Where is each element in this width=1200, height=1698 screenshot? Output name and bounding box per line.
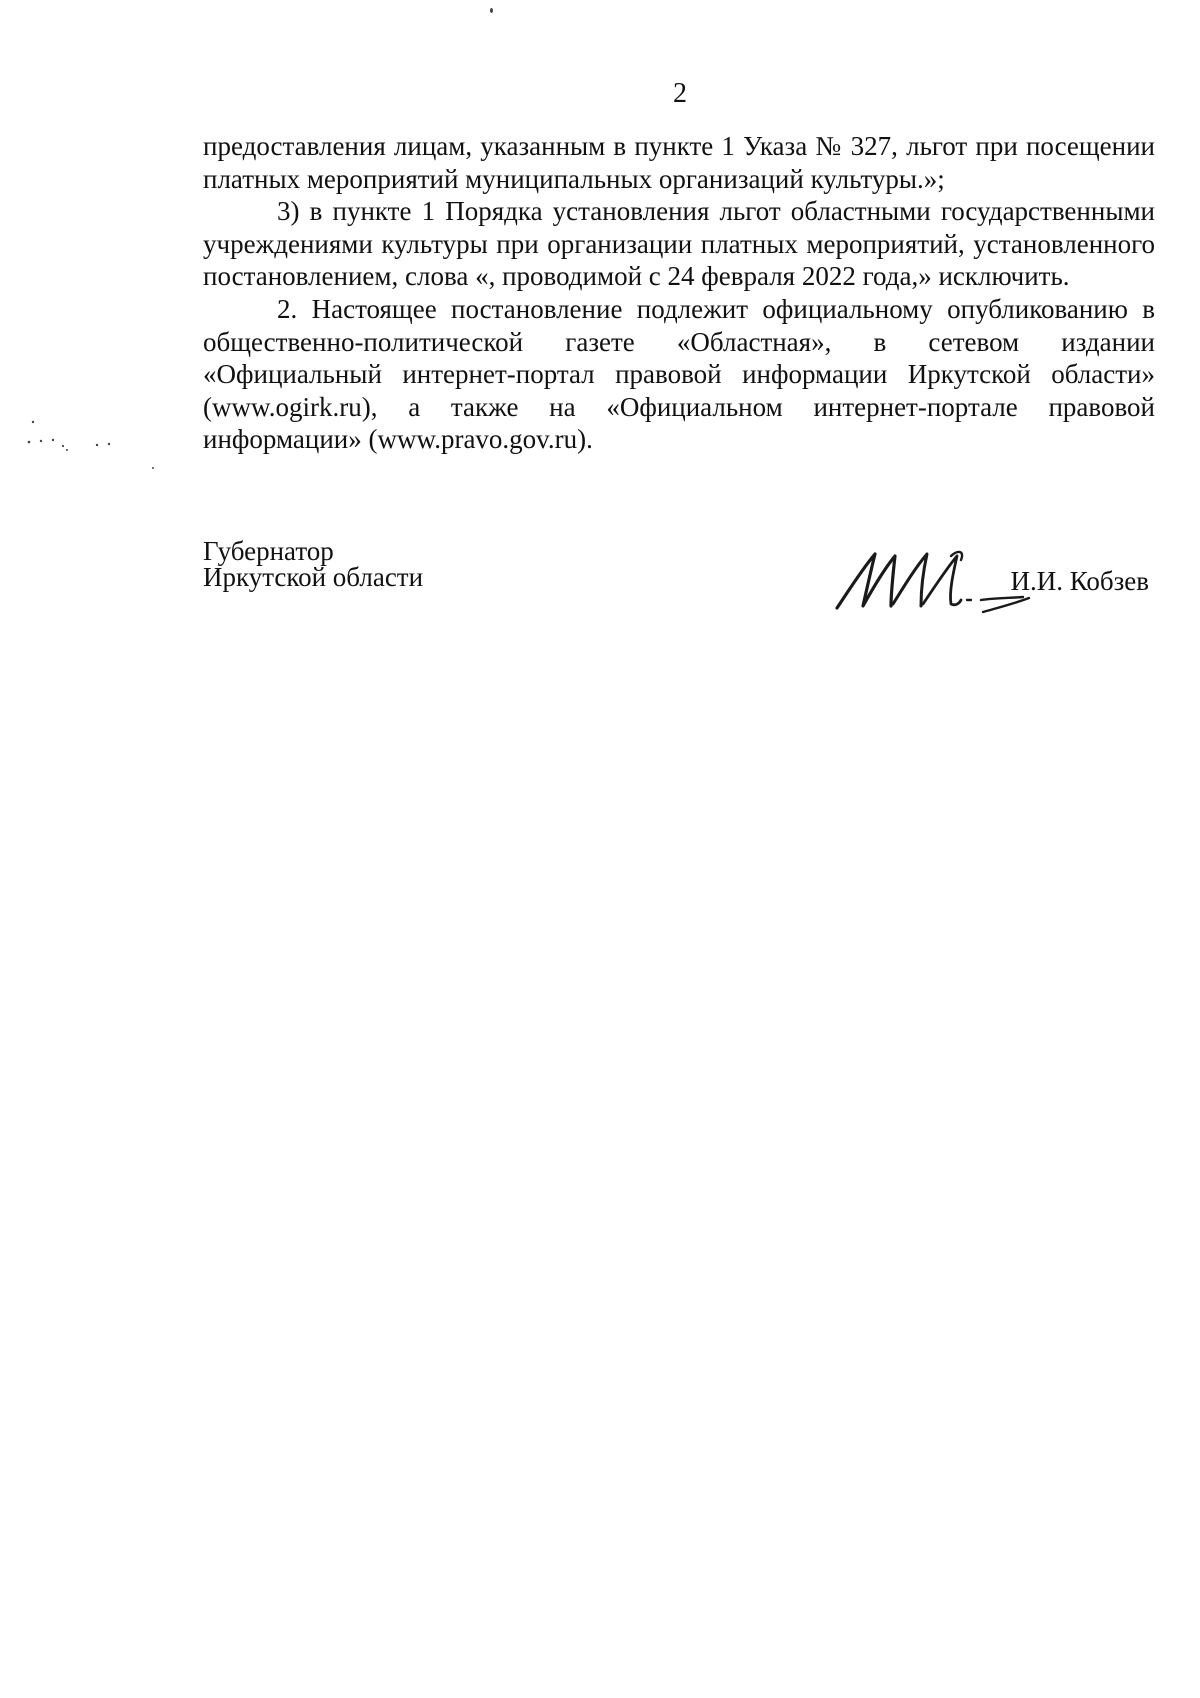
- position-line: Иркутской области: [203, 562, 424, 592]
- signatory-name: И.И. Кобзев: [1010, 566, 1149, 596]
- paragraph-item-3: 3) в пункте 1 Порядка установления льгот областными государственными учреждениями культуры при организации платных мероприятий, установленного постановлением, слова «, проводимой с 24 февраля 2022 года,» исключить.: [203, 196, 1155, 292]
- signature-block: [203, 538, 1155, 628]
- position-line: Губернатор: [203, 536, 334, 566]
- paragraph-continuation: предоставления лицам, указанным в пункте 1 Указа № 327, льгот при посещении платных мероприятий муниципальных организаций культуры.»;: [203, 131, 1155, 194]
- page-number: 2: [673, 78, 687, 109]
- scan-specks: [25, 420, 155, 470]
- document-body: [203, 130, 1155, 456]
- scan-speck: [490, 8, 493, 13]
- signatory-position: [203, 538, 423, 590]
- handwritten-signature: [833, 546, 1033, 616]
- paragraph-publication: 2. Настоящее постановление подлежит официальному опубликованию в общественно-политической газете «Областная», в сетевом издании «Официальный интернет-портал правовой информации Иркутской области» (www.ogirk.ru), а также на «Официальном интернет-портале правовой информации» (www.pravo.gov.ru).: [203, 293, 1155, 455]
